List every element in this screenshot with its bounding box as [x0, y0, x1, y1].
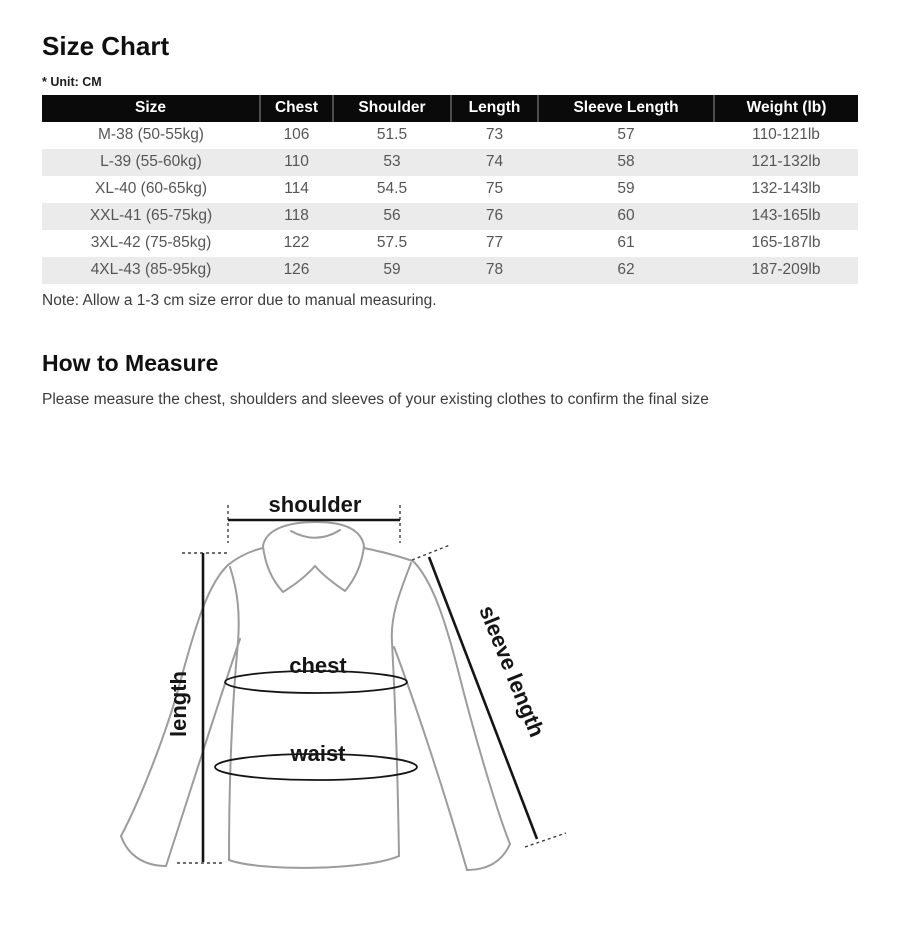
table-header-row: [42, 95, 858, 122]
cell-size: L-39 (55-60kg): [100, 153, 202, 171]
cell-shoulder: 56: [383, 207, 401, 225]
cell-weight: 165-187lb: [751, 234, 821, 252]
cell-chest: 122: [283, 234, 310, 252]
page: [0, 32, 900, 409]
cell-chest: 126: [283, 261, 310, 279]
cell-sleeve-length: 61: [617, 234, 635, 252]
cell-shoulder: 59: [383, 261, 401, 279]
how-to-measure-title: How to Measure: [42, 349, 219, 376]
how-to-measure-description: Please measure the chest, shoulders and sleeves of your existing clothes to confirm the final size: [42, 391, 709, 409]
cell-shoulder: 57.5: [376, 234, 408, 252]
sleeve-length-measure: [412, 545, 566, 847]
cell-size: M-38 (50-55kg): [98, 126, 204, 144]
cell-chest: 118: [284, 207, 309, 225]
page-title: Size Chart: [42, 31, 170, 61]
cell-length: 78: [485, 261, 504, 279]
cell-weight: 187-209lb: [751, 261, 821, 279]
unit-note: * Unit: CM: [42, 74, 102, 89]
cell-shoulder: 54.5: [376, 180, 408, 198]
cell-weight: 121-132lb: [751, 153, 821, 171]
cell-sleeve-length: 62: [617, 261, 635, 279]
table-row: [42, 257, 858, 284]
measure-diagram: [0, 462, 900, 932]
cell-length: 77: [485, 234, 504, 252]
measuring-note: Note: Allow a 1-3 cm size error due to manual measuring.: [42, 291, 437, 309]
col-header-chest: Chest: [260, 95, 333, 122]
cell-sleeve-length: 59: [617, 180, 635, 198]
length-label: length: [166, 671, 191, 737]
cell-length: 75: [485, 180, 504, 198]
cell-size: 3XL-42 (75-85kg): [90, 234, 212, 252]
size-table: [42, 95, 858, 284]
cell-sleeve-length: 58: [617, 153, 635, 171]
waist-label: waist: [290, 741, 346, 766]
shoulder-label: shoulder: [268, 492, 362, 517]
cell-shoulder: 51.5: [376, 126, 408, 144]
cell-chest: 110: [284, 153, 309, 171]
cell-sleeve-length: 57: [617, 126, 635, 144]
cell-length: 74: [485, 153, 504, 171]
table-row: [42, 149, 858, 176]
table-row: [42, 122, 858, 149]
chest-label: chest: [289, 653, 347, 678]
cell-size: XXL-41 (65-75kg): [89, 207, 213, 225]
sleeve-length-label: sleeve length: [474, 601, 550, 741]
cell-weight: 110-121lb: [752, 126, 820, 144]
cell-weight: 143-165lb: [751, 207, 821, 225]
cell-size: XL-40 (60-65kg): [94, 180, 207, 198]
cell-weight: 132-143lb: [751, 180, 821, 198]
cell-length: 73: [485, 126, 504, 144]
col-header-size: Size: [42, 95, 260, 122]
table-row: [42, 203, 858, 230]
col-header-shoulder: Shoulder: [333, 95, 451, 122]
col-header-length: Length: [451, 95, 538, 122]
cell-sleeve-length: 60: [617, 207, 635, 225]
cell-shoulder: 53: [383, 153, 401, 171]
cell-chest: 106: [283, 126, 310, 144]
cell-size: 4XL-43 (85-95kg): [90, 261, 212, 279]
col-header-sleeve-length: Sleeve Length: [538, 95, 714, 122]
col-header-weight: Weight (lb): [714, 95, 858, 122]
cell-chest: 114: [284, 180, 309, 198]
table-row: [42, 230, 858, 257]
cell-length: 76: [485, 207, 504, 225]
table-row: [42, 176, 858, 203]
